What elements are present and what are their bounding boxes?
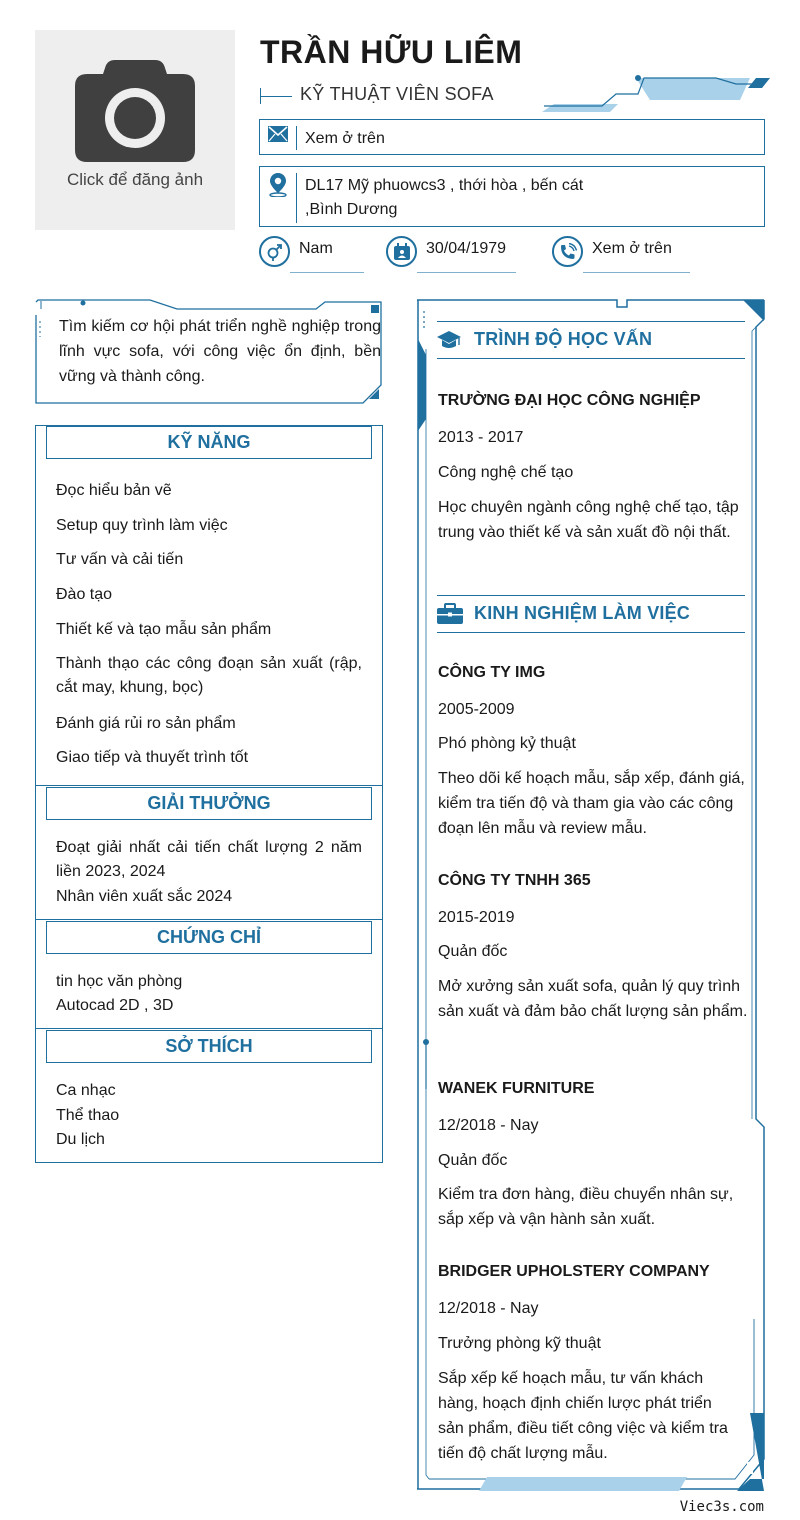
education-heading bbox=[437, 321, 745, 359]
job-description: Sắp xếp kế hoạch mẫu, tư vấn khách hàng, hoạch định chiến lược phát triển sản phẩm, điều tiết công việc và kiểm tra tiến độ chất lượng mẫu. bbox=[438, 1370, 728, 1462]
objective-text: Tìm kiếm cơ hội phát triển nghề nghiệp trong lĩnh vực sofa, với công việc ổn định, bền vững và thành công. bbox=[59, 318, 381, 385]
email-icon-cell bbox=[260, 120, 296, 154]
education-school: TRƯỜNG ĐẠI HỌC CÔNG NGHIỆP bbox=[438, 392, 701, 409]
job-title: KỸ THUẬT VIÊN SOFA bbox=[300, 84, 494, 104]
phone-field bbox=[552, 234, 692, 276]
dob-icon-circle bbox=[386, 236, 417, 267]
gender-icon bbox=[266, 243, 284, 261]
phone-icon bbox=[559, 243, 577, 261]
job-period: 2005-2009 bbox=[438, 701, 515, 718]
phone-icon-circle bbox=[552, 236, 583, 267]
education-title: TRÌNH ĐỘ HỌC VẤN bbox=[474, 329, 653, 349]
footer-brand: Viec3s.com bbox=[679, 1499, 764, 1515]
address-field[interactable] bbox=[259, 166, 765, 227]
email-icon bbox=[268, 126, 288, 142]
dob-field bbox=[386, 234, 516, 276]
skill-item: Đào tạo bbox=[56, 586, 113, 603]
dob-value: 30/04/1979 bbox=[426, 240, 507, 257]
email-value: Xem ở trên bbox=[305, 130, 385, 147]
photo-caption: Click để đăng ảnh bbox=[66, 170, 204, 189]
certificate-item: tin học văn phòng bbox=[56, 973, 183, 990]
phone-underline bbox=[583, 272, 690, 273]
left-column bbox=[35, 425, 383, 1163]
briefcase-icon bbox=[437, 603, 463, 625]
award-item: Nhân viên xuất sắc 2024 bbox=[56, 888, 233, 905]
hobby-item: Du lịch bbox=[56, 1131, 105, 1148]
dob-underline bbox=[417, 272, 516, 273]
skill-item: Đánh giá rủi ro sản phẩm bbox=[56, 715, 236, 732]
header-decoration bbox=[540, 72, 772, 114]
award-item: Đoạt giải nhất cải tiến chất lượng 2 năm liền 2023, 2024 bbox=[56, 839, 362, 880]
job-company: CÔNG TY IMG bbox=[438, 664, 546, 681]
gender-icon-circle bbox=[259, 236, 290, 267]
education-description: Học chuyên ngành công nghệ chế tạo, tập trung vào thiết kế và sản xuất đồ nội thất. bbox=[438, 499, 739, 541]
job-position: Phó phòng kỷ thuật bbox=[438, 735, 576, 752]
location-pin-icon bbox=[269, 173, 287, 197]
camera-icon bbox=[75, 58, 195, 164]
experience-heading bbox=[437, 595, 745, 633]
phone-value: Xem ở trên bbox=[592, 240, 672, 257]
address-line-1: DL17 Mỹ phuowcs3 , thới hòa , bến cát bbox=[305, 177, 584, 194]
gender-value: Nam bbox=[299, 240, 333, 257]
job-description: Kiểm tra đơn hàng, điều chuyển nhân sự, sắp xếp và vận hành sản xuất. bbox=[438, 1186, 734, 1228]
skill-item: Đọc hiểu bản vẽ bbox=[56, 482, 172, 499]
address-value bbox=[305, 174, 583, 222]
right-column bbox=[417, 299, 765, 1491]
email-field[interactable] bbox=[259, 119, 765, 155]
calendar-icon bbox=[393, 243, 411, 261]
address-line-2: ,Bình Dương bbox=[305, 201, 398, 218]
email-separator bbox=[296, 126, 297, 150]
job-position: Quản đốc bbox=[438, 943, 508, 960]
job-period: 2015-2019 bbox=[438, 909, 515, 926]
skill-item: Tư vấn và cải tiến bbox=[56, 551, 184, 568]
hobby-item: Thể thao bbox=[56, 1107, 120, 1124]
job-company: WANEK FURNITURE bbox=[438, 1080, 595, 1097]
job-description: Mở xưởng sản xuất sofa, quản lý quy trình sản xuất và đảm bảo chất lượng sản phẩm. bbox=[438, 978, 748, 1020]
skill-item: Setup quy trình làm việc bbox=[56, 517, 228, 534]
job-company: CÔNG TY TNHH 365 bbox=[438, 872, 591, 889]
career-objective bbox=[35, 299, 383, 405]
certificates-title: CHỨNG CHỈ bbox=[46, 921, 372, 954]
job-position: Quản đốc bbox=[438, 1152, 508, 1169]
job-description: Theo dõi kế hoạch mẫu, sắp xếp, đánh giá, kiểm tra tiến độ và tham gia vào các công đoạn lên mẫu và review mẫu. bbox=[438, 770, 745, 837]
education-major: Công nghệ chế tạo bbox=[438, 464, 574, 481]
certificates-divider bbox=[36, 1028, 382, 1029]
location-icon-cell bbox=[260, 167, 296, 226]
hobbies-title: SỞ THÍCH bbox=[46, 1030, 372, 1063]
experience-title: KINH NGHIỆM LÀM VIỆC bbox=[474, 603, 691, 623]
awards-divider bbox=[36, 919, 382, 920]
hobby-item: Ca nhạc bbox=[56, 1082, 116, 1099]
candidate-name: TRẦN HỮU LIÊM bbox=[260, 34, 523, 70]
job-period: 12/2018 - Nay bbox=[438, 1117, 539, 1134]
skills-divider bbox=[36, 785, 382, 786]
certificate-item: Autocad 2D , 3D bbox=[56, 997, 174, 1014]
skills-title: KỸ NĂNG bbox=[46, 426, 372, 459]
skill-item: Giao tiếp và thuyết trình tốt bbox=[56, 749, 249, 766]
skill-item: Thiết kế và tạo mẫu sản phẩm bbox=[56, 621, 272, 638]
awards-title: GIẢI THƯỞNG bbox=[46, 787, 372, 820]
gender-underline bbox=[290, 272, 364, 273]
title-line bbox=[260, 96, 292, 97]
avatar-upload[interactable] bbox=[35, 30, 235, 230]
job-company: BRIDGER UPHOLSTERY COMPANY bbox=[438, 1263, 710, 1280]
address-separator bbox=[296, 173, 297, 223]
skill-item: Thành thạo các công đoạn sản xuất (rập, cắt may, khung, bọc) bbox=[56, 655, 362, 696]
gender-field bbox=[259, 234, 364, 276]
job-position: Trưởng phòng kỹ thuật bbox=[438, 1335, 601, 1352]
graduation-cap-icon bbox=[437, 329, 461, 351]
education-period: 2013 - 2017 bbox=[438, 429, 524, 446]
job-period: 12/2018 - Nay bbox=[438, 1300, 539, 1317]
